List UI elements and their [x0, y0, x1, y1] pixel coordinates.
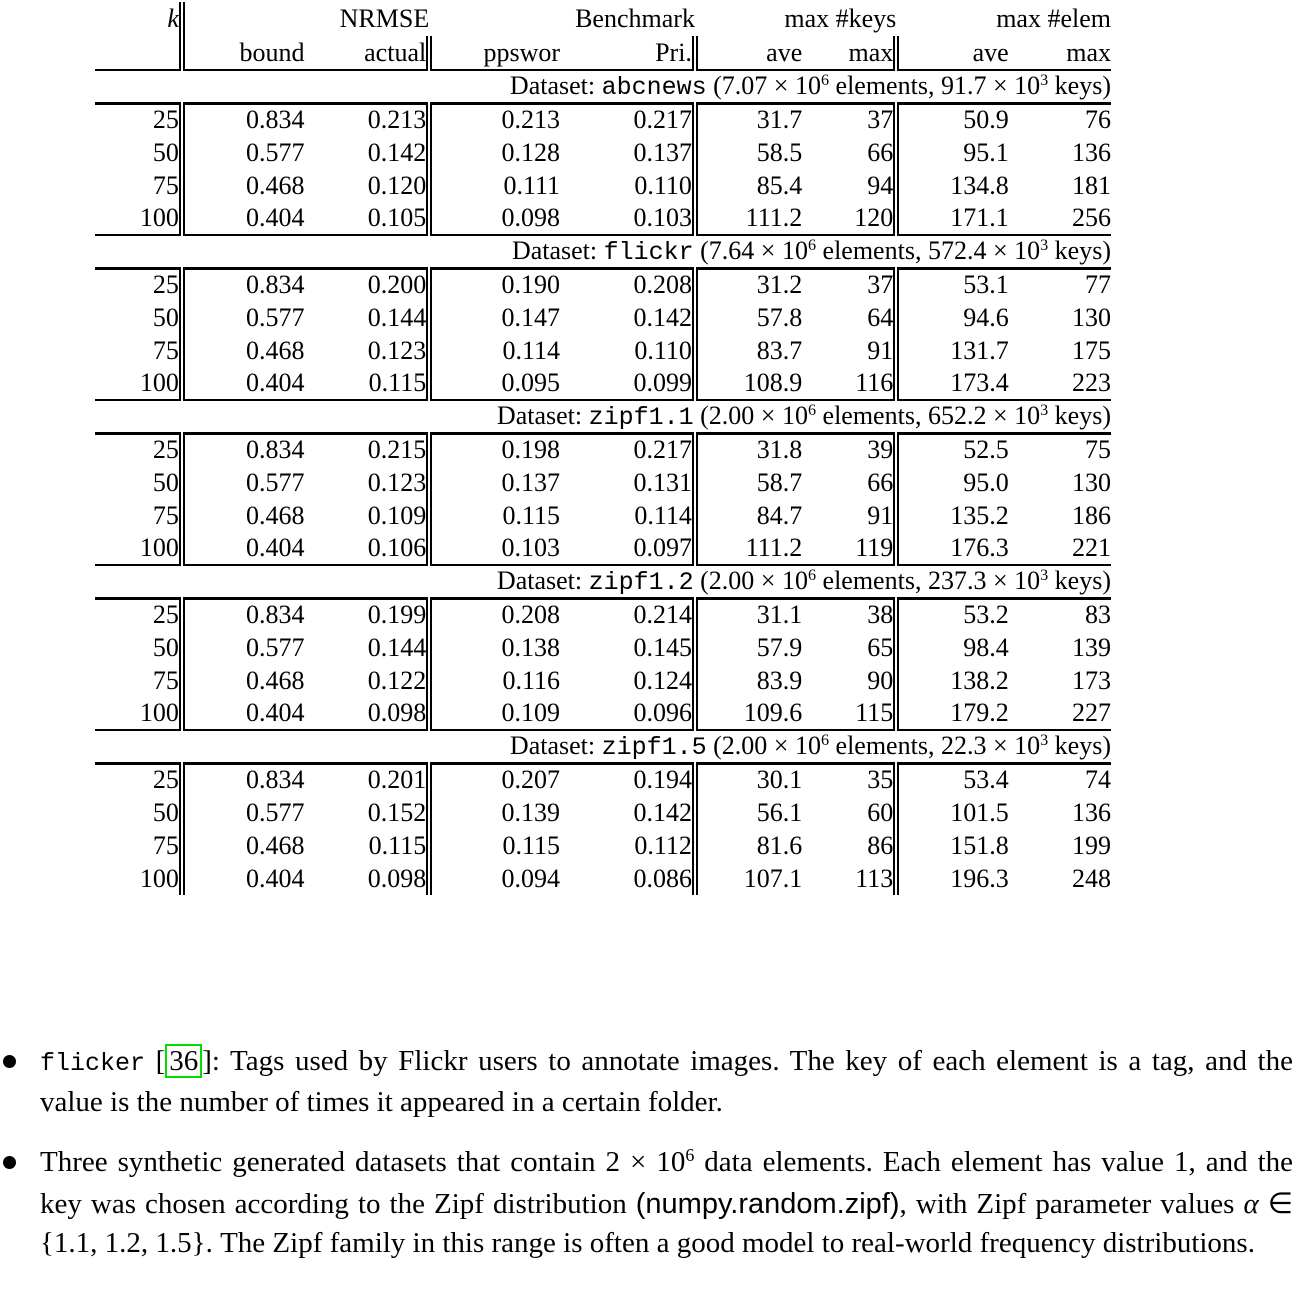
cell: 0.099	[560, 367, 695, 400]
cell: 151.8	[950, 830, 1009, 860]
cell: 0.114	[560, 499, 695, 532]
cell: 64	[802, 301, 896, 334]
cell: 0.124	[560, 664, 695, 697]
cell: 25	[95, 433, 182, 466]
cell: 53.1	[963, 270, 1009, 300]
cell: 0.152	[305, 796, 430, 829]
dataset-title: Dataset: zipf1.5 ($2.00 \times 10^6$ elements, $22.3 \times 10^3$ keys)	[95, 730, 1111, 763]
cell: 0.095	[429, 367, 560, 400]
table-row	[95, 103, 1111, 136]
cell: 111.2	[695, 532, 802, 565]
cell: 0.142	[560, 796, 695, 829]
dataset-title-row	[95, 235, 1111, 268]
cell: 111.2	[695, 202, 802, 235]
cell: 135.2	[950, 500, 1009, 530]
cell: 0.123	[305, 334, 430, 367]
cell: 75	[95, 169, 182, 202]
cell: 0.215	[305, 433, 430, 466]
col-header-bound: bound	[182, 36, 305, 70]
dataset-title-row	[95, 70, 1111, 103]
cell: 50	[95, 301, 182, 334]
dataset-name: zipf1.1	[588, 402, 694, 432]
bullet-text: flicker [ 36 ]: Tags used by Flickr users to annotate images. The key of each element is a tag, and the value is the number of times it appeared in a certain folder.	[40, 1045, 1293, 1118]
cell: 60	[802, 796, 896, 829]
cell: 0.834	[246, 765, 305, 795]
table-row	[95, 433, 1111, 466]
cell: 76	[1085, 105, 1111, 135]
cell: 0.096	[560, 697, 695, 730]
bullet-icon	[3, 1055, 16, 1068]
cell: 138.2	[950, 665, 1009, 695]
exponent: 6	[820, 71, 830, 89]
cell: 0.123	[305, 466, 430, 499]
cell: 116	[802, 367, 896, 400]
cell: 0.128	[501, 137, 561, 167]
cell: 0.122	[305, 664, 430, 697]
cell: 0.577	[246, 797, 305, 827]
table-row	[95, 268, 1111, 301]
col-header-elem-max: max	[1009, 36, 1111, 70]
cell: 139	[1072, 632, 1111, 662]
cell: 100	[95, 202, 182, 235]
cell: 75	[95, 499, 182, 532]
cell: 0.139	[501, 797, 561, 827]
cell: 0.114	[502, 335, 561, 365]
cell: 0.115	[502, 500, 561, 530]
cell: 35	[802, 763, 896, 796]
cell: 256	[1009, 202, 1111, 235]
cell: 0.144	[305, 631, 430, 664]
dataset-title: Dataset: abcnews ($7.07 \times 10^6$ elements, $91.7 \times 10^3$ keys)	[95, 70, 1111, 103]
cell: 0.120	[305, 169, 430, 202]
table-row	[95, 598, 1111, 631]
cell: 0.834	[246, 600, 305, 630]
cell: 0.112	[560, 829, 695, 862]
cell: 0.098	[305, 862, 430, 895]
cell: 94.6	[963, 302, 1009, 332]
cell: 0.404	[182, 202, 305, 235]
col-group-nrmse: NRMSE	[339, 4, 430, 33]
cell: 227	[1009, 697, 1111, 730]
cell: 0.468	[246, 830, 305, 860]
cell: 53.2	[963, 600, 1009, 630]
cell: 50	[95, 631, 182, 664]
cell: 223	[1009, 367, 1111, 400]
cell: 0.138	[501, 632, 561, 662]
cell: 50	[95, 466, 182, 499]
cell: 0.111	[503, 170, 561, 200]
cell: 25	[95, 268, 182, 301]
cell: 0.577	[246, 467, 305, 497]
exponent: 3	[1040, 71, 1049, 89]
cell: 0.217	[560, 103, 695, 136]
cell: 173.4	[896, 367, 1008, 400]
text-segment: (numpy.random.zipf)	[635, 1188, 900, 1220]
col-header-elem-ave: ave	[896, 36, 1008, 70]
cell: 0.468	[246, 170, 305, 200]
cell: 0.200	[305, 268, 430, 301]
cell: 0.468	[246, 500, 305, 530]
cell: 107.1	[743, 863, 803, 893]
cell: 0.404	[182, 532, 305, 565]
dataset-title: Dataset: zipf1.1 ($2.00 \times 10^6$ elements, $652.2 \times 10^3$ keys)	[95, 400, 1111, 433]
table-header-row-groups	[95, 2, 1111, 36]
cell: 83	[1085, 600, 1111, 630]
table-row	[95, 499, 1111, 532]
text-segment: flicker	[40, 1049, 146, 1078]
cell: 65	[802, 631, 896, 664]
cell: 173	[1072, 665, 1111, 695]
cell: 86	[802, 829, 896, 862]
cell: 196.3	[950, 863, 1009, 893]
table-row	[95, 367, 1111, 400]
cell: 130	[1072, 302, 1111, 332]
bullet-text: Three synthetic generated datasets that contain $2 \times 10^6$ data elements. Each element has value 1, and the key was chosen according to the Zipf distribution (numpy.random.zipf), with Zipf parameter values α ∈ {1.1, 1.2, 1.5}. The Zipf family in this range is often a good model to real-world frequency distributions.	[40, 1145, 1293, 1259]
cell: 95.0	[963, 467, 1009, 497]
dataset-title: Dataset: zipf1.2 ($2.00 \times 10^6$ elements, $237.3 \times 10^3$ keys)	[95, 565, 1111, 598]
cell: 0.201	[305, 763, 430, 796]
cell: 31.8	[756, 435, 803, 465]
cell: 31.1	[756, 600, 803, 630]
cell: 50	[95, 136, 182, 169]
cell: 0.142	[305, 136, 430, 169]
cell: 30.1	[756, 765, 803, 795]
table-row	[95, 301, 1111, 334]
cell: 0.098	[429, 202, 560, 235]
cell: 0.106	[305, 532, 430, 565]
cell: 25	[95, 598, 182, 631]
cell: 0.213	[501, 105, 561, 135]
cell: 57.9	[756, 632, 803, 662]
cell: 0.103	[560, 202, 695, 235]
cell: 84.7	[756, 500, 803, 530]
cell: 119	[802, 532, 896, 565]
cell: 0.199	[305, 598, 430, 631]
cell: 75	[95, 334, 182, 367]
cell: 58.7	[756, 467, 803, 497]
cell: 0.105	[305, 202, 430, 235]
cell: 0.194	[560, 763, 695, 796]
cell: 199	[1072, 830, 1111, 860]
cell: 0.208	[560, 268, 695, 301]
cell: 0.468	[246, 665, 305, 695]
cell: 0.145	[560, 631, 695, 664]
cell: 38	[802, 598, 896, 631]
cell: 109.6	[695, 697, 802, 730]
cell: 0.213	[305, 103, 430, 136]
exponent: 6	[807, 401, 817, 419]
cell: 0.110	[560, 169, 695, 202]
text-segment: α	[1243, 1188, 1259, 1220]
cell: 94	[802, 169, 896, 202]
table-row	[95, 664, 1111, 697]
cell: 83.9	[756, 665, 803, 695]
cell: 0.834	[246, 435, 305, 465]
cell: 221	[1009, 532, 1111, 565]
cell: 0.404	[246, 863, 305, 893]
cell: 31.7	[756, 105, 803, 135]
col-group-benchmark: Benchmark	[575, 4, 695, 33]
dataset-name: flickr	[603, 237, 694, 267]
cell: 37	[802, 103, 896, 136]
cell: 120	[802, 202, 896, 235]
cell: 115	[802, 697, 896, 730]
cell: 0.115	[305, 829, 430, 862]
dataset-title-row	[95, 400, 1111, 433]
cell: 100	[95, 862, 182, 895]
cell: 0.577	[246, 632, 305, 662]
cell: 0.103	[429, 532, 560, 565]
cell: 50	[95, 796, 182, 829]
results-table	[95, 2, 1111, 895]
cell: 75	[95, 829, 182, 862]
cell: 0.404	[182, 367, 305, 400]
cell: 113	[802, 862, 896, 895]
cell: 39	[802, 433, 896, 466]
col-group-max-elem: max #elem	[996, 4, 1111, 33]
cell: 0.577	[246, 137, 305, 167]
cell: 90	[802, 664, 896, 697]
cell: 0.086	[560, 862, 695, 895]
cell: 136	[1072, 137, 1111, 167]
cell: 0.115	[502, 830, 561, 860]
cell: 131.7	[950, 335, 1009, 365]
cell: 176.3	[896, 532, 1008, 565]
dataset-name: zipf1.2	[588, 567, 694, 597]
table-row	[95, 763, 1111, 796]
cell: 186	[1072, 500, 1111, 530]
cell: 0.115	[305, 367, 430, 400]
table-row	[95, 796, 1111, 829]
exponent: 3	[1040, 401, 1049, 419]
bullet-item	[0, 1143, 1293, 1263]
table-header-row-sub	[95, 36, 1111, 70]
cell: 0.834	[246, 270, 305, 300]
cell: 0.098	[305, 697, 430, 730]
cell: 83.7	[756, 335, 803, 365]
cell: 0.214	[560, 598, 695, 631]
cell: 0.198	[501, 435, 561, 465]
cell: 101.5	[950, 797, 1009, 827]
cell: 66	[802, 136, 896, 169]
table-row	[95, 466, 1111, 499]
table-row	[95, 136, 1111, 169]
cell: 0.137	[501, 467, 561, 497]
cell: 81.6	[756, 830, 803, 860]
cell: 50.9	[963, 105, 1009, 135]
cell: 0.208	[501, 600, 561, 630]
table-row	[95, 169, 1111, 202]
cell: 56.1	[756, 797, 803, 827]
cell: 130	[1072, 467, 1111, 497]
cell: 0.207	[501, 765, 561, 795]
cell: 0.190	[501, 270, 561, 300]
table-row	[95, 862, 1111, 895]
cell: 75	[1085, 435, 1111, 465]
col-header-ppswor: ppswor	[429, 36, 560, 70]
cell: 58.5	[756, 137, 803, 167]
cell: 91	[802, 499, 896, 532]
cell: 0.109	[305, 499, 430, 532]
col-header-keys-max: max	[802, 36, 896, 70]
bullet-item	[0, 1042, 1293, 1122]
col-header-actual: actual	[305, 36, 430, 70]
cell: 25	[95, 763, 182, 796]
cell: 53.4	[963, 765, 1009, 795]
table-row	[95, 697, 1111, 730]
cell: 57.8	[756, 302, 803, 332]
cell: 85.4	[756, 170, 803, 200]
col-header-pri: Pri.	[560, 36, 695, 70]
cell: 136	[1072, 797, 1111, 827]
cell: 0.131	[560, 466, 695, 499]
dataset-title: Dataset: flickr ($7.64 \times 10^6$ elements, $572.4 \times 10^3$ keys)	[95, 235, 1111, 268]
cell: 25	[95, 103, 182, 136]
citation-link[interactable]: 36	[165, 1044, 202, 1078]
cell: 0.137	[560, 136, 695, 169]
cell: 248	[1072, 863, 1111, 893]
exponent: 3	[1040, 731, 1049, 749]
exponent: 6	[807, 566, 817, 584]
table-row	[95, 631, 1111, 664]
cell: 0.217	[560, 433, 695, 466]
table-row	[95, 202, 1111, 235]
cell: 37	[802, 268, 896, 301]
dataset-title-row	[95, 730, 1111, 763]
cell: 0.110	[560, 334, 695, 367]
dataset-descriptions	[0, 1042, 1293, 1284]
cell: 0.404	[182, 697, 305, 730]
cell: 95.1	[963, 137, 1009, 167]
cell: 75	[95, 664, 182, 697]
table-row	[95, 334, 1111, 367]
cell: 52.5	[963, 435, 1009, 465]
cell: 134.8	[950, 170, 1009, 200]
dataset-name: zipf1.5	[601, 732, 707, 762]
cell: 91	[802, 334, 896, 367]
cell: 179.2	[896, 697, 1008, 730]
table-row	[95, 829, 1111, 862]
cell: 100	[95, 367, 182, 400]
dataset-title-row	[95, 565, 1111, 598]
cell: 100	[95, 697, 182, 730]
cell: 0.109	[429, 697, 560, 730]
col-header-empty	[95, 36, 182, 70]
cell: 77	[1085, 270, 1111, 300]
col-group-max-keys: max #keys	[784, 4, 897, 33]
cell: 175	[1072, 335, 1111, 365]
exponent: 3	[1040, 236, 1049, 254]
exponent: 3	[1040, 566, 1049, 584]
cell: 0.147	[501, 302, 561, 332]
cell: 0.094	[501, 863, 561, 893]
col-header-keys-ave: ave	[695, 36, 802, 70]
cell: 108.9	[695, 367, 802, 400]
text-segment: 6	[685, 1145, 695, 1166]
cell: 0.144	[305, 301, 430, 334]
dataset-name: abcnews	[601, 72, 707, 102]
cell: 0.577	[246, 302, 305, 332]
cell: 171.1	[896, 202, 1008, 235]
cell: 66	[802, 466, 896, 499]
cell: 74	[1085, 765, 1111, 795]
cell: 0.468	[246, 335, 305, 365]
cell: 31.2	[756, 270, 803, 300]
cell: 0.142	[560, 301, 695, 334]
cell: 98.4	[963, 632, 1009, 662]
cell: 181	[1072, 170, 1111, 200]
exponent: 6	[820, 731, 830, 749]
cell: 0.116	[502, 665, 561, 695]
exponent: 6	[807, 236, 817, 254]
col-header-k: k	[95, 2, 182, 36]
cell: 100	[95, 532, 182, 565]
cell: 0.834	[246, 105, 305, 135]
cell: 0.097	[560, 532, 695, 565]
table-row	[95, 532, 1111, 565]
bullet-icon	[3, 1156, 16, 1169]
